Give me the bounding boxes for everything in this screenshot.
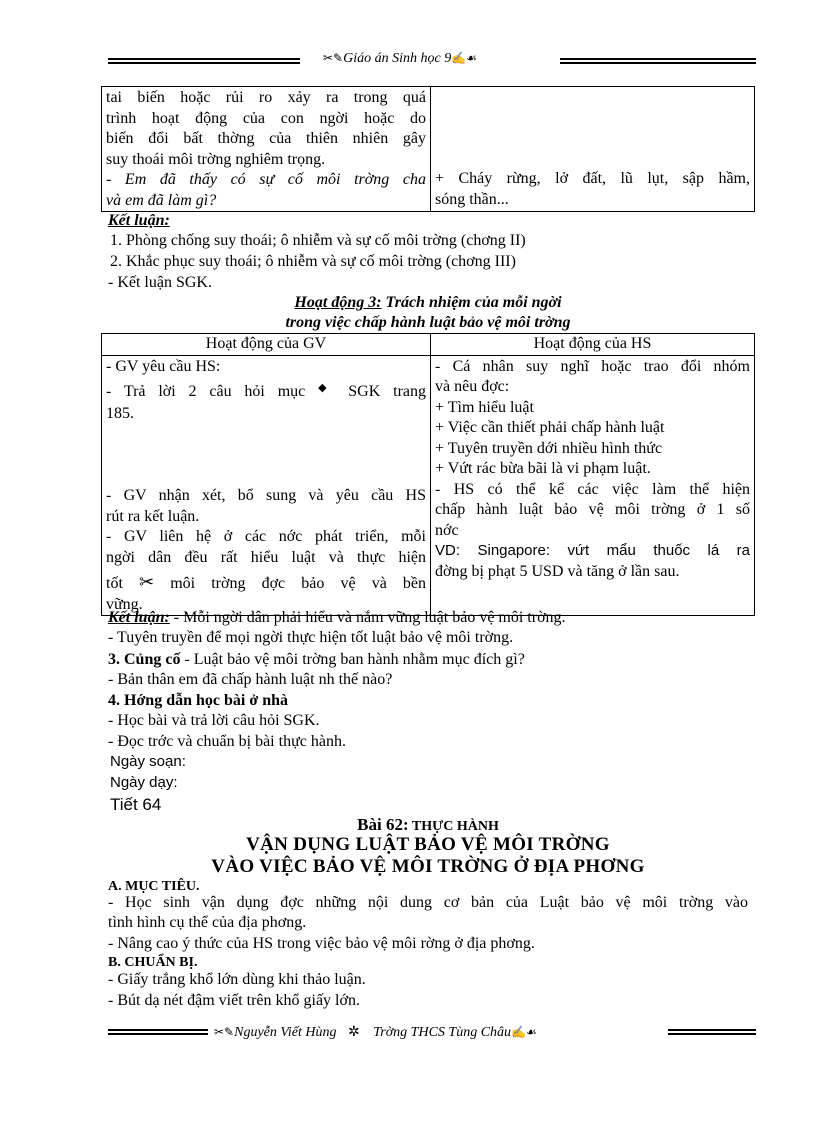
scissors-pen-icon: ✂✎ xyxy=(214,1025,235,1039)
col-header-hs: Hoạt động của HS xyxy=(431,334,755,356)
hs-line: + Tuyên truyền dới nhiều hình thức xyxy=(435,439,663,457)
conclusion2 xyxy=(108,608,566,628)
hs-line: - HS có thể kể các việc làm thể hiện xyxy=(435,480,750,498)
table1-left-line: biến đổi bất thờng của thiên nhiên gây xyxy=(106,130,426,147)
table1-right-line: + Cháy rừng, lở đất, lũ lụt, sập hầm, xyxy=(435,170,750,187)
objectives-line1: - Học sinh vận dụng đợc những nội dung cơ bản của Luật bảo vệ môi trờng vào xyxy=(108,894,748,911)
consolidate-text: - Luật bảo vệ môi trờng ban hành nhằm mục đích gì? xyxy=(180,651,525,668)
lesson-title-line1: VẬN DỤNG LUẬT BẢO VỆ MÔI TRỜNG xyxy=(246,834,610,855)
gv-question-line xyxy=(106,382,426,404)
lesson-number: Bài 62: xyxy=(357,815,409,834)
objectives-line2: tình hình cụ thể của địa phơng. xyxy=(108,914,307,931)
consolidate xyxy=(108,650,525,670)
star-icon: ✲ xyxy=(348,1025,360,1040)
teach-date: Ngày dạy: xyxy=(110,774,178,791)
prepare-item: - Bút dạ nét đậm viết trên khổ giấy lớn. xyxy=(108,992,360,1009)
gv-line: - Trả lời 2 câu hỏi mục xyxy=(106,383,306,400)
gv-line: rút ra kết luận. xyxy=(106,507,200,525)
prepare-heading: B. CHUẨN BỊ. xyxy=(108,955,198,970)
table1-left-line: trình hoạt động của con ngời hoặc do xyxy=(106,109,426,127)
objectives-line3: - Nâng cao ý thức của HS trong việc bảo vệ môi rờng ở địa phơng. xyxy=(108,935,535,952)
prep-date: Ngày soạn: xyxy=(110,753,186,770)
activity3-title-line2: trong việc chấp hành luật bảo vệ môi trờng xyxy=(285,314,571,331)
footer-author: Nguyễn Viết Hùng xyxy=(234,1025,337,1040)
footer-text xyxy=(214,1024,537,1041)
hs-line: nớc xyxy=(435,521,459,539)
hs-line: và nêu đợc: xyxy=(435,378,510,395)
gv-line: tốt xyxy=(106,575,123,592)
prepare-item: - Giấy trắng khổ lớn dùng khi thảo luận. xyxy=(108,971,366,988)
conclusion2-line2: - Tuyên truyền để mọi ngời thực hiện tốt luật bảo vệ môi trờng. xyxy=(108,629,514,646)
activity3-title-text: Trách nhiệm của mỗi ngời xyxy=(381,294,562,311)
table1-right-cell xyxy=(431,87,755,212)
table-continuation xyxy=(101,86,755,212)
gv-line: - GV yêu cầu HS: xyxy=(106,357,221,375)
gv-line: 185. xyxy=(106,404,134,422)
table-header-row xyxy=(102,334,755,356)
hs-line: + Việc cần thiết phải chấp hành luật xyxy=(435,419,665,436)
table1-left-line: suy thoái môi trờng nghiêm trọng. xyxy=(106,150,326,168)
header-rule-right xyxy=(560,58,756,64)
gv-line-scissors xyxy=(106,572,426,595)
conclusion1-heading: Kết luận: xyxy=(108,212,170,229)
hs-line: VD: Singapore: vứt mẩu thuốc lá ra xyxy=(435,542,750,559)
conclusion1-item: 2. Khắc phục suy thoái; ô nhiễm và sự cố môi trờng (chơng III) xyxy=(110,253,516,270)
table1-left-cell xyxy=(102,87,431,212)
header-title-text: Giáo án Sinh học 9 xyxy=(343,51,452,66)
conclusion2-line1: - Mỗi ngời dân phải hiểu và nắm vững luật bảo vệ môi trờng. xyxy=(169,609,566,626)
conclusion2-heading: Kết luận: xyxy=(108,609,170,626)
gv-line: - GV nhận xét, bổ sung và yêu cầu HS xyxy=(106,487,426,504)
col-header-gv: Hoạt động của GV xyxy=(102,334,431,356)
homework-heading: 4. Hớng dẫn học bài ở nhà xyxy=(108,692,288,709)
table1-question-line: và em đã làm gì? xyxy=(106,191,217,209)
activity-table xyxy=(101,333,755,616)
homework-item: - Đọc trớc và chuẩn bị bài thực hành. xyxy=(108,733,346,750)
scissors-icon: ✂ xyxy=(139,572,155,592)
table-row xyxy=(102,355,755,616)
hand-leaf-icon: ✍☙ xyxy=(451,51,477,65)
homework-item: - Học bài và trả lời câu hỏi SGK. xyxy=(108,712,320,729)
table-row xyxy=(102,87,755,212)
scissors-pen-icon: ✂✎ xyxy=(323,51,344,65)
gv-line: môi trờng đợc bảo vệ và bền xyxy=(170,575,427,592)
footer-school: Trờng THCS Tùng Châu xyxy=(373,1025,512,1040)
table1-right-line: sóng thần... xyxy=(435,190,509,208)
footer-rule-right xyxy=(668,1029,756,1035)
gv-line: SGK trang xyxy=(348,383,427,400)
header-rule-left xyxy=(108,58,300,64)
consolidate-line2: - Bản thân em đã chấp hành luật nh thế nào? xyxy=(108,671,393,688)
hs-line: + Tìm hiểu luật xyxy=(435,398,534,416)
hs-line: + Vứt rác bừa bãi là vi phạm luật. xyxy=(435,460,651,477)
conclusion1-item: 1. Phòng chống suy thoái; ô nhiễm và sự cố môi trờng (chơng II) xyxy=(110,232,526,249)
hs-line: - Cá nhân suy nghĩ hoặc trao đổi nhóm xyxy=(435,357,750,375)
objectives-line xyxy=(108,893,748,913)
gv-line: ngời dân đều rất hiểu luật và thực hiện xyxy=(106,548,426,566)
table1-question-line: - Em đã thấy có sự cố môi trờng cha xyxy=(106,171,426,188)
hs-line: chấp hành luật bảo vệ môi trờng ở 1 số xyxy=(435,501,750,518)
header-title xyxy=(323,51,477,67)
hand-leaf-icon: ✍☙ xyxy=(511,1025,537,1039)
gv-line: - GV liên hệ ở các nớc phát triển, mỗi xyxy=(106,528,426,545)
objectives-heading: A. MỤC TIÊU. xyxy=(108,879,200,894)
period-number: Tiết 64 xyxy=(110,795,162,814)
hs-line: đờng bị phạt 5 USD và tăng ở lần sau. xyxy=(435,562,680,580)
lesson-type: THỰC HÀNH xyxy=(408,819,499,834)
gv-spacer xyxy=(106,424,426,486)
gv-line: vững. xyxy=(106,595,143,613)
activity3-title xyxy=(101,293,755,313)
activity3-label: Hoạt động 3: xyxy=(294,294,382,311)
lesson-title-line2: VÀO VIỆC BẢO VỆ MÔI TRỜNG Ở ĐỊA PHƠNG xyxy=(211,856,645,877)
diamond-bullet-icon: ◆ xyxy=(318,382,336,394)
table1-left-line: tai biến hoặc rủi ro xảy ra trong quá xyxy=(106,89,426,106)
gv-activity-cell xyxy=(102,355,431,616)
consolidate-label: 3. Củng cố xyxy=(108,651,181,668)
footer-rule-left xyxy=(108,1029,208,1035)
hs-activity-cell xyxy=(431,355,755,616)
conclusion1-item: - Kết luận SGK. xyxy=(108,274,212,291)
